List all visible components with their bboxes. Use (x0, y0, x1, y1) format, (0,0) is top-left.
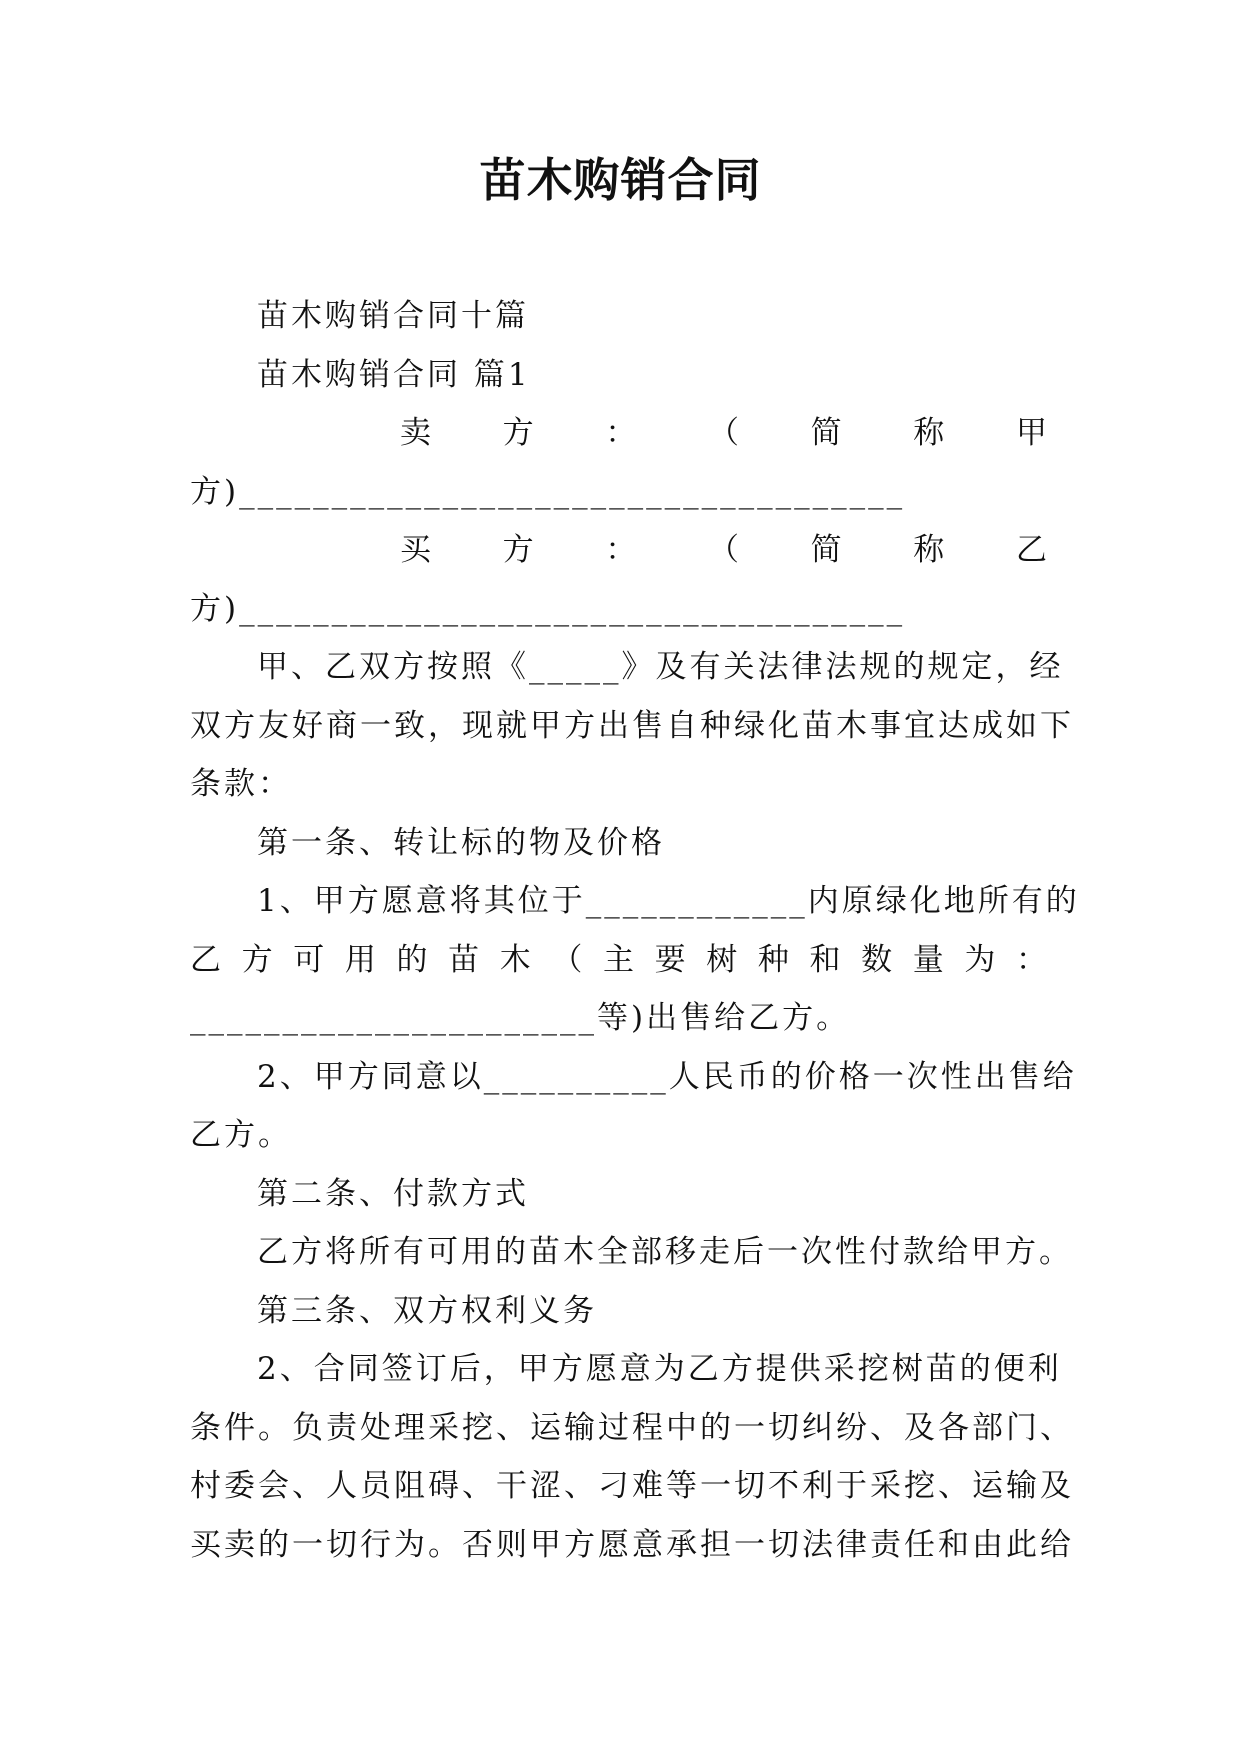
paragraph-line: ______________________等)出售给乙方。 (190, 1000, 851, 1036)
species-char: 可 (293, 941, 328, 978)
paragraph-line: 2、合同签订后，甲方愿意为乙方提供采挖树苗的便利 (257, 1351, 1062, 1387)
document-title: 苗木购销合同 (479, 153, 762, 207)
buyer-blank-line: 方)____________________________________ (190, 590, 906, 627)
article-heading: 第三条、双方权利义务 (257, 1292, 597, 1329)
seller-char: 简 (810, 415, 845, 451)
species-char: 乙 (190, 941, 224, 978)
species-char: 要 (654, 941, 689, 978)
buyer-char: （ (707, 532, 742, 568)
species-char: 木 (499, 941, 534, 978)
species-char: 的 (396, 941, 431, 978)
article-heading: 第二条、付款方式 (257, 1175, 529, 1212)
species-char: （ (551, 941, 586, 978)
species-char: 数 (861, 941, 896, 978)
paragraph-line: 村委会、人员阻碍、干涩、刁难等一切不利于采挖、运输及 (190, 1468, 1074, 1504)
buyer-char: 简 (810, 532, 845, 568)
seller-blank-line: 方)____________________________________ (190, 473, 906, 510)
paragraph-subtitle: 苗木购销合同十篇 (257, 298, 529, 334)
seller-char: 卖 (400, 415, 434, 451)
paragraph-line: 双方友好商一致，现就甲方出售自种绿化苗木事宜达成如下 (190, 707, 1074, 744)
species-line (190, 931, 1050, 990)
paragraph-line: 乙方。 (190, 1117, 292, 1153)
species-char: 方 (241, 941, 276, 978)
species-char: 和 (809, 941, 844, 978)
buyer-char: 买 (400, 532, 434, 568)
species-char: 苗 (448, 941, 483, 978)
seller-char: 方 (502, 415, 537, 451)
document-body (190, 287, 1080, 1574)
species-char: 主 (603, 941, 637, 978)
paragraph-line: 1、甲方愿意将其位于____________内原绿化地所有的 (257, 883, 1080, 919)
buyer-line (190, 521, 1050, 580)
species-char: 树 (706, 941, 741, 978)
buyer-char: 乙 (1015, 532, 1050, 568)
species-char: 为 (964, 941, 999, 978)
buyer-char: 称 (913, 532, 948, 568)
buyer-char: 方 (502, 532, 537, 568)
paragraph-line: 甲、乙双方按照《_____》及有关法律法规的规定，经 (257, 649, 1064, 685)
article-heading: 第一条、转让标的物及价格 (257, 824, 665, 861)
seller-line (190, 404, 1050, 463)
seller-char: ： (605, 415, 640, 451)
paragraph-line: 买卖的一切行为。否则甲方愿意承担一切法律责任和由此给 (190, 1526, 1074, 1563)
paragraph-section-heading: 苗木购销合同 篇1 (257, 356, 531, 393)
paragraph-line: 乙方将所有可用的苗木全部移走后一次性付款给甲方。 (257, 1234, 1073, 1270)
seller-char: 甲 (1015, 415, 1050, 451)
species-char: ： (1016, 941, 1050, 978)
buyer-char: ： (605, 532, 640, 568)
species-char: 用 (344, 941, 379, 978)
species-char: 量 (912, 941, 947, 978)
seller-char: （ (707, 415, 742, 451)
paragraph-line: 条款： (190, 766, 292, 802)
seller-char: 称 (913, 415, 948, 451)
paragraph-line: 条件。负责处理采挖、运输过程中的一切纠纷、及各部门、 (190, 1409, 1074, 1446)
species-char: 种 (757, 941, 792, 978)
paragraph-line: 2、甲方同意以__________人民币的价格一次性出售给 (257, 1058, 1077, 1095)
